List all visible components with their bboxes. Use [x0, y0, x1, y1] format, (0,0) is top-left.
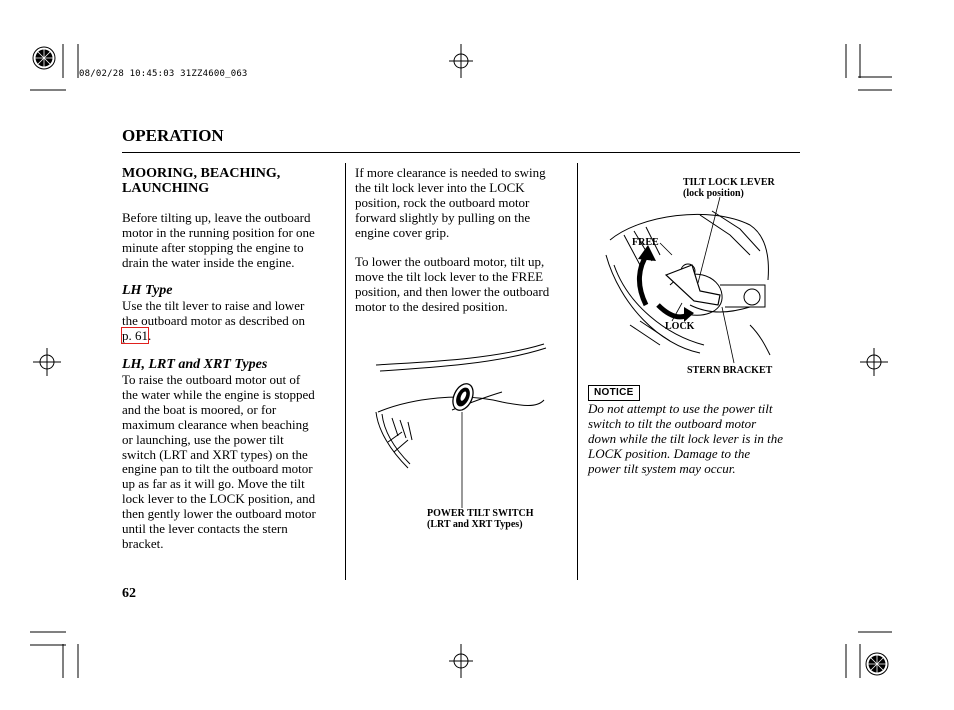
lh-type-paragraph: Use the tilt lever to raise and lower the outboard motor as described on p. 61.: [122, 298, 306, 343]
column-divider-2: [577, 163, 578, 580]
lrt-type-paragraph: To raise the outboard motor out of the water while the engine is stopped and the boat is moored, or for maximum clearance when beaching or launching, use the power tilt switch (LRT and XRT types) on the engine pan to tilt the outboard motor up as far as it will go. Move the tilt lock lever to the LOCK position, and then gently lower the outboard motor until the lever contacts the stern bracket.: [122, 372, 316, 551]
tilt-lock-lever-icon: [666, 265, 720, 305]
notice-badge: NOTICE: [588, 385, 640, 401]
section-heading: MOORING, BEACHING, LAUNCHING: [122, 166, 281, 196]
starburst-icon-bottom-right: [866, 653, 888, 675]
notice-text: Do not attempt to use the power tilt switch to tilt the outboard motor down while the tilt lock lever is in the LOCK position. Damage to the power tilt system may occur.: [588, 401, 783, 476]
header-rule: [122, 152, 800, 153]
print-slug: 08/02/28 10:45:03 31ZZ4600_063: [79, 69, 248, 79]
section-title: OPERATION: [122, 126, 224, 145]
lower-paragraph: To lower the outboard motor, tilt up, move the tilt lock lever to the FREE position, and then lower the outboard motor to the desired position.: [355, 254, 550, 314]
lh-type-heading: LH Type: [122, 283, 173, 298]
lock-label: LOCK: [665, 321, 695, 332]
stern-bracket-label: STERN BRACKET: [687, 365, 773, 376]
power-tilt-switch-illustration: [372, 340, 562, 510]
tilt-lock-lever-label: TILT LOCK LEVER (lock position): [683, 177, 775, 199]
starburst-icon-top-left: [33, 47, 55, 69]
clearance-paragraph: If more clearance is needed to swing the tilt lock lever into the LOCK position, rock the outboard motor forward slightly by pulling on the engine cover grip.: [355, 165, 546, 240]
free-label: FREE: [632, 237, 659, 248]
power-tilt-switch-icon: [449, 381, 477, 414]
free-arrow-icon: [638, 245, 656, 305]
page-number: 62: [122, 586, 136, 601]
tilt-lock-lever-illustration: [600, 195, 780, 360]
lrt-type-heading: LH, LRT and XRT Types: [122, 357, 268, 372]
power-tilt-switch-label: POWER TILT SWITCH (LRT and XRT Types): [427, 508, 534, 530]
intro-paragraph: Before tilting up, leave the outboard motor in the running position for one minute after stopping the engine to drain the water inside the engine.: [122, 210, 315, 270]
page-link-p61[interactable]: p. 61: [122, 327, 148, 343]
column-divider-1: [345, 163, 346, 580]
